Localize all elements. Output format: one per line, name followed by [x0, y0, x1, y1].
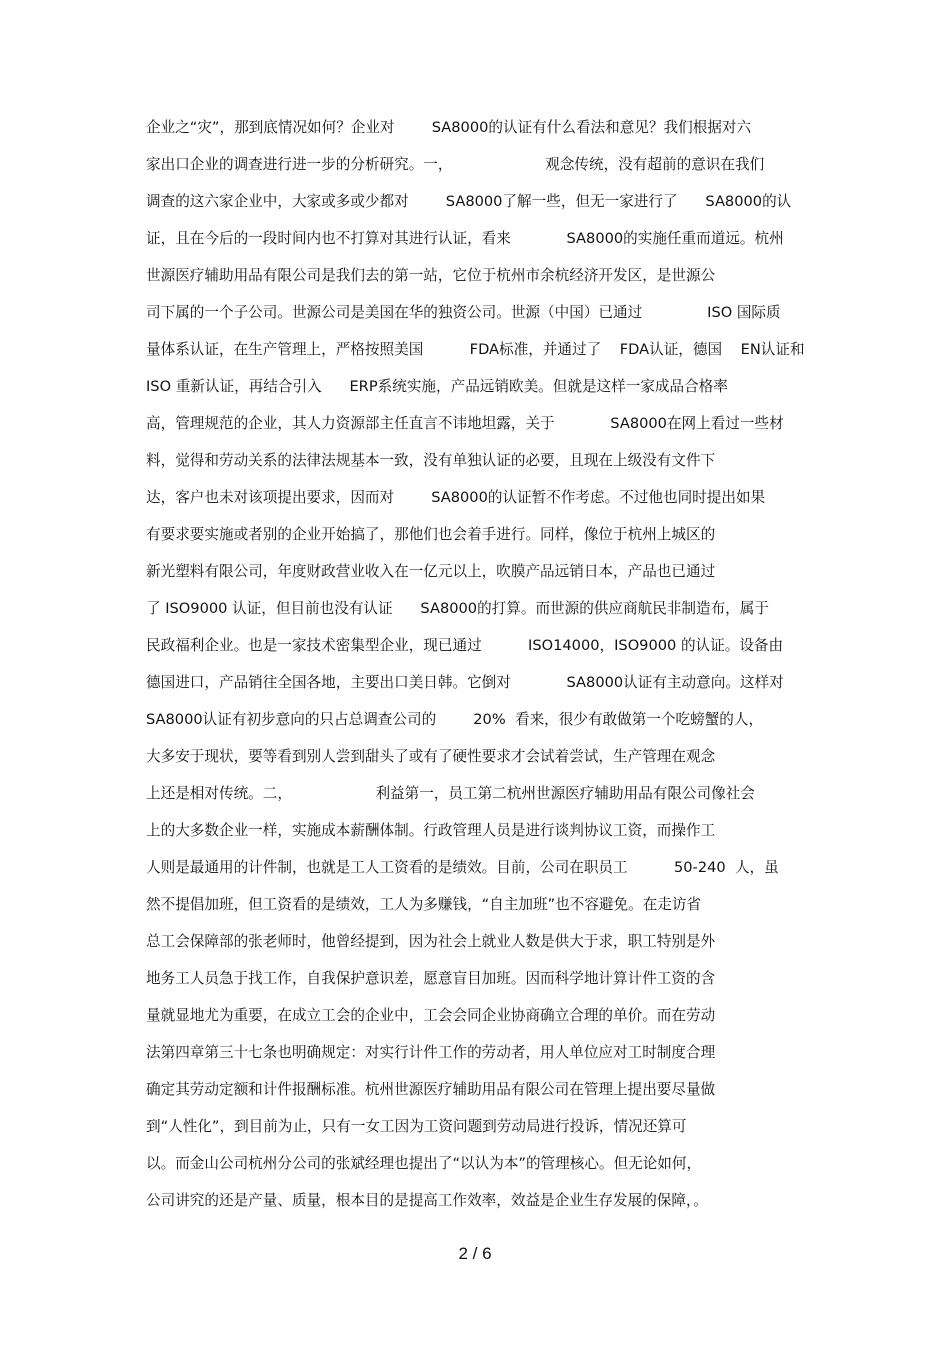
text-line: 法第四章第三十七条也明确规定：对实行计件工作的劳动者，用人单位应对工时制度合理: [146, 1044, 716, 1061]
text-line: 大多安于现状，要等看到别人尝到甜头了或有了硬性要求才会试着尝试，生产管理在观念: [146, 748, 716, 765]
text-line: 家出口企业的调查进行进一步的分析研究。一， 观念传统，没有超前的意识在我们: [146, 156, 765, 173]
text-line: 量体系认证，在生产管理上，严格按照美国 FDA标准，并通过了 FDA认证，德国 EN认证和: [146, 341, 805, 358]
text-line: 司下属的一个子公司。世源公司是美国在华的独资公司。世源（中国）已通过 ISO 国际质: [146, 304, 781, 321]
text-line: 新光塑料有限公司，年度财政营业收入在一亿元以上，吹膜产品远销日本，产品也已通过: [146, 563, 716, 580]
text-line: 以。而金山公司杭州分公司的张斌经理也提出了“以认为本”的管理核心。但无论如何，: [146, 1155, 702, 1172]
text-line: 证，且在今后的一段时间内也不打算对其进行认证，看来 SA8000的实施任重而道远。杭州: [146, 230, 784, 247]
text-line: 公司讲究的还是产量、质量，根本目的是提高工作效率，效益是企业生存发展的保障，。: [146, 1192, 708, 1209]
text-line: ISO 重新认证，再结合引入 ERP系统实施，产品远销欧美。但就是这样一家成品合格率: [146, 378, 728, 395]
text-line: 调查的这六家企业中，大家或多或少都对 SA8000了解一些，但无一家进行了 SA8000的认: [146, 193, 792, 210]
text-line: 上的大多数企业一样，实施成本薪酬体制。行政管理人员是进行谈判协议工资，而操作工: [146, 822, 716, 839]
text-line: 德国进口，产品销往全国各地，主要出口美日韩。它倒对 SA8000认证有主动意向。这样对: [146, 674, 784, 691]
text-line: 到“人性化”，到目前为止，只有一女工因为工资问题到劳动局进行投诉，情况还算可: [146, 1118, 687, 1135]
text-line: 高，管理规范的企业，其人力资源部主任直言不讳地坦露，关于 SA8000在网上看过一些材: [146, 415, 784, 432]
text-line: 然不提倡加班，但工资看的是绩效，工人为多赚钱，“自主加班”也不容避免。在走访省: [146, 896, 702, 913]
text-line: 地务工人员急于找工作，自我保护意识差，愿意盲目加班。因而科学地计算计件工资的含: [146, 970, 716, 987]
text-line: 人则是最通用的计件制，也就是工人工资看的是绩效。目前，公司在职员工 50-240 人，虽: [146, 859, 779, 876]
text-line: 达，客户也未对该项提出要求，因而对 SA8000的认证暂不作考虑。不过他也同时提出如果: [146, 489, 766, 506]
text-line: 了 ISO9000 认证，但目前也没有认证 SA8000的打算。而世源的供应商航民非制造布，属于: [146, 600, 769, 617]
body-text: [146, 115, 811, 1225]
page-number: 2 / 6: [458, 1244, 492, 1263]
text-line: 有要求要实施或者别的企业开始搞了，那他们也会着手进行。同样，像位于杭州上城区的: [146, 526, 716, 543]
text-line: 世源医疗辅助用品有限公司是我们去的第一站，它位于杭州市余杭经济开发区，是世源公: [146, 267, 716, 284]
text-line: 民政福利企业。也是一家技术密集型企业，现已通过 ISO14000，ISO9000 的认证。设备由: [146, 637, 784, 654]
text-line: 企业之“灾”，那到底情况如何？企业对 SA8000的认证有什么看法和意见？我们根据对六: [146, 119, 752, 136]
text-line: 上还是相对传统。二， 利益第一，员工第二杭州世源医疗辅助用品有限公司像社会: [146, 785, 755, 802]
text-line: 料，觉得和劳动关系的法律法规基本一致，没有单独认证的必要，且现在上级没有文件下: [146, 452, 716, 469]
text-line: 总工会保障部的张老师时，他曾经提到，因为社会上就业人数是供大于求，职工特别是外: [146, 933, 716, 950]
text-line: 量就显地尤为重要，在成立工会的企业中，工会会同企业协商确立合理的单价。而在劳动: [146, 1007, 716, 1024]
text-line: 确定其劳动定额和计件报酬标准。杭州世源医疗辅助用品有限公司在管理上提出要尽量做: [146, 1081, 716, 1098]
text-line: SA8000认证有初步意向的只占总调查公司的 20% 看来，很少有敢做第一个吃螃蟹的人，: [146, 711, 764, 728]
